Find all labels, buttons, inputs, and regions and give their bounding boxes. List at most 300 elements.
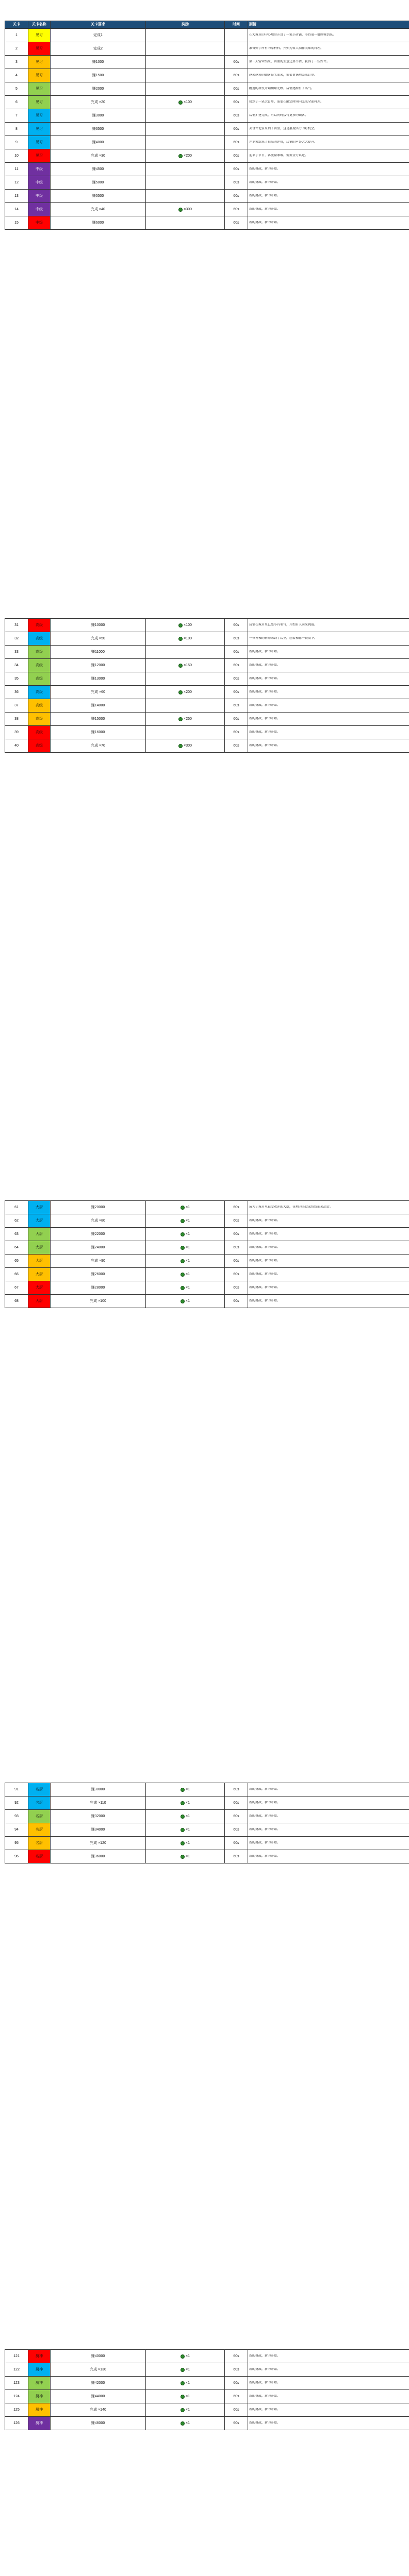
level-reward	[146, 1295, 225, 1308]
table-row	[5, 216, 409, 230]
level-requirement: 赚20000	[51, 1201, 146, 1214]
table-row	[5, 2363, 409, 2377]
level-rank: 名厨	[28, 1783, 51, 1797]
reward-box	[147, 1801, 223, 1805]
level-requirement: 完成 ×120	[51, 1837, 146, 1850]
level-reward	[146, 739, 225, 753]
gem-icon	[181, 1841, 185, 1845]
gem-icon	[181, 1232, 185, 1236]
table-row	[5, 1797, 409, 1810]
level-number: 94	[5, 1823, 28, 1837]
level-requirement: 赚3500	[51, 123, 146, 136]
level-rank: 高级	[28, 672, 51, 686]
level-requirement: 完成 ×30	[51, 149, 146, 163]
level-reward	[146, 1850, 225, 1863]
level-reward	[146, 2403, 225, 2417]
level-rank: 高级	[28, 659, 51, 672]
level-reward	[146, 1783, 225, 1797]
level-time: 60s	[225, 1783, 248, 1797]
level-requirement: 赚2000	[51, 82, 146, 96]
level-time: 60s	[225, 1810, 248, 1823]
level-requirement: 赚5500	[51, 190, 146, 203]
level-rank: 见习	[28, 69, 51, 82]
gem-icon	[181, 1246, 185, 1250]
reward-box	[147, 154, 223, 158]
gem-icon	[181, 1259, 185, 1263]
level-number: 61	[5, 1201, 28, 1214]
level-requirement: 完成2	[51, 42, 146, 56]
level-requirement: 赚14000	[51, 699, 146, 713]
level-rank: 大厨	[28, 1255, 51, 1268]
level-requirement: 赚28000	[51, 1281, 146, 1295]
level-rank: 高级	[28, 726, 51, 739]
level-description: 成为了城市里最受欢迎的大厨，各地的美食家纷纷前来品尝。	[248, 1201, 409, 1214]
table-row	[5, 1783, 409, 1797]
level-time: 60s	[225, 96, 248, 109]
level-reward	[146, 1837, 225, 1850]
level-reward	[146, 190, 225, 203]
level-number: 36	[5, 686, 28, 699]
level-requirement: 赚5000	[51, 176, 146, 190]
level-number: 123	[5, 2377, 28, 2390]
level-rank: 见习	[28, 109, 51, 123]
level-description: 接到了一笔大订单，需要在限定时间内完成全部料理。	[248, 96, 409, 109]
table-row	[5, 163, 409, 176]
table-row	[5, 713, 409, 726]
level-description: 店铺扩建完成，可以同时接待更多的顾客。	[248, 109, 409, 123]
level-time: 60s	[225, 739, 248, 753]
gem-icon	[178, 637, 183, 641]
level-number: 31	[5, 619, 28, 632]
level-number: 5	[5, 82, 28, 96]
level-description: 新的挑战，新的开始。	[248, 2390, 409, 2403]
table-row	[5, 1281, 409, 1295]
table-row	[5, 646, 409, 659]
level-time: 60s	[225, 1255, 248, 1268]
level-number: 95	[5, 1837, 28, 1850]
reward-amount: ×100	[184, 623, 192, 627]
level-rank: 高级	[28, 646, 51, 659]
reward-box	[147, 100, 223, 105]
level-requirement: 完成 ×140	[51, 2403, 146, 2417]
level-reward	[146, 56, 225, 69]
level-time: 60s	[225, 2403, 248, 2417]
reward-amount: ×1	[186, 1814, 190, 1818]
level-number: 15	[5, 216, 28, 230]
level-rank: 名厨	[28, 1810, 51, 1823]
reward-box	[147, 2354, 223, 2359]
level-reward	[146, 672, 225, 686]
level-rank: 中级	[28, 190, 51, 203]
table-row	[5, 1295, 409, 1308]
level-time: 60s	[225, 1295, 248, 1308]
level-requirement: 赚26000	[51, 1268, 146, 1281]
level-number: 67	[5, 1281, 28, 1295]
level-number: 66	[5, 1268, 28, 1281]
level-reward	[146, 136, 225, 149]
level-table	[5, 618, 409, 753]
level-reward	[146, 632, 225, 646]
level-requirement: 完成 ×70	[51, 739, 146, 753]
level-description: 新的挑战，新的开始。	[248, 2363, 409, 2377]
level-time: 60s	[225, 1268, 248, 1281]
level-description: 新的挑战，新的开始。	[248, 163, 409, 176]
level-requirement: 完成 ×80	[51, 1214, 146, 1228]
level-reward	[146, 686, 225, 699]
level-rank: 大厨	[28, 1214, 51, 1228]
table-row	[5, 1268, 409, 1281]
level-requirement: 赚34000	[51, 1823, 146, 1837]
level-reward	[146, 42, 225, 56]
level-number: 34	[5, 659, 28, 672]
level-reward	[146, 646, 225, 659]
table-row	[5, 699, 409, 713]
level-time: 60s	[225, 149, 248, 163]
level-requirement: 赚40000	[51, 2350, 146, 2363]
gem-icon	[178, 100, 183, 105]
level-rank: 高级	[28, 686, 51, 699]
level-requirement: 完成 ×110	[51, 1797, 146, 1810]
level-number: 1	[5, 29, 28, 42]
level-time: 60s	[225, 646, 248, 659]
level-rank: 厨神	[28, 2350, 51, 2363]
level-rank: 见习	[28, 42, 51, 56]
level-reward	[146, 1810, 225, 1823]
gem-icon	[181, 1801, 185, 1805]
level-number: 7	[5, 109, 28, 123]
level-time: 60s	[225, 686, 248, 699]
level-requirement: 完成 ×90	[51, 1255, 146, 1268]
level-reward	[146, 1228, 225, 1241]
table-row	[5, 1214, 409, 1228]
table-row	[5, 56, 409, 69]
table-row	[5, 2403, 409, 2417]
reward-amount: ×200	[184, 154, 192, 158]
level-description: 评论家给出了很高的评价，店铺的声誉大大提升。	[248, 136, 409, 149]
level-reward	[146, 1797, 225, 1810]
level-requirement: 赚30000	[51, 1783, 146, 1797]
level-time: 60s	[225, 726, 248, 739]
reward-amount: ×1	[186, 1801, 190, 1805]
level-description: 附近的居民开始频繁光顾，店铺逐渐有了名气。	[248, 82, 409, 96]
level-number: 91	[5, 1783, 28, 1797]
level-reward	[146, 1214, 225, 1228]
level-requirement: 赚44000	[51, 2390, 146, 2403]
level-description: 在大城市的中心地带开设了一家小店铺，等待第一批顾客到来。	[248, 29, 409, 42]
level-reward	[146, 69, 225, 82]
level-rank: 大厨	[28, 1241, 51, 1255]
level-rank: 见习	[28, 29, 51, 42]
level-description: 准备好了所有的原材料，开始为客人制作美味的料理。	[248, 42, 409, 56]
level-requirement: 赚3000	[51, 109, 146, 123]
reward-amount: ×1	[186, 1272, 190, 1276]
level-number: 12	[5, 176, 28, 190]
level-reward	[146, 176, 225, 190]
level-time: 60s	[225, 632, 248, 646]
level-requirement: 赚1500	[51, 69, 146, 82]
table-row	[5, 109, 409, 123]
level-description: 新的挑战，新的开始。	[248, 1850, 409, 1863]
level-requirement: 赚15000	[51, 713, 146, 726]
gem-icon	[181, 1206, 185, 1210]
table-row	[5, 2390, 409, 2403]
level-reward	[146, 699, 225, 713]
level-reward	[146, 82, 225, 96]
level-reward	[146, 1201, 225, 1214]
level-description: 新的挑战，新的开始。	[248, 2417, 409, 2430]
level-time: 60s	[225, 176, 248, 190]
reward-amount: ×1	[186, 1205, 190, 1209]
level-reward	[146, 1268, 225, 1281]
level-reward	[146, 123, 225, 136]
level-reward	[146, 1241, 225, 1255]
gem-icon	[181, 2354, 185, 2359]
level-number: 40	[5, 739, 28, 753]
level-description: 新的挑战，新的开始。	[248, 1837, 409, 1850]
reward-amount: ×1	[186, 1285, 190, 1290]
level-description: 新的挑战，新的开始。	[248, 2403, 409, 2417]
level-reward	[146, 29, 225, 42]
level-time: 60s	[225, 1228, 248, 1241]
level-description: 美食评论家来到了店里，这是展现实力的好机会。	[248, 123, 409, 136]
level-time: 60s	[225, 1850, 248, 1863]
level-number: 122	[5, 2363, 28, 2377]
table-row	[5, 659, 409, 672]
table-row	[5, 1255, 409, 1268]
table-row	[5, 69, 409, 82]
level-number: 65	[5, 1255, 28, 1268]
table-row	[5, 632, 409, 646]
reward-amount: ×1	[186, 1299, 190, 1303]
level-number: 37	[5, 699, 28, 713]
level-time: 60s	[225, 123, 248, 136]
level-requirement: 完成 ×20	[51, 96, 146, 109]
table-row	[5, 726, 409, 739]
level-requirement: 赚12000	[51, 659, 146, 672]
level-requirement: 赚24000	[51, 1241, 146, 1255]
gem-icon	[181, 1855, 185, 1859]
level-time: 60s	[225, 56, 248, 69]
level-number: 126	[5, 2417, 28, 2430]
level-time: 60s	[225, 672, 248, 686]
level-time: 60s	[225, 2417, 248, 2430]
level-reward	[146, 1823, 225, 1837]
table-row	[5, 123, 409, 136]
level-time	[225, 29, 248, 42]
gem-icon	[178, 208, 183, 212]
level-rank: 厨神	[28, 2390, 51, 2403]
table-row	[5, 619, 409, 632]
table-row	[5, 672, 409, 686]
header-row	[5, 21, 409, 29]
gem-icon	[181, 2381, 185, 2385]
level-rank: 中级	[28, 163, 51, 176]
reward-amount: ×1	[186, 2381, 190, 2385]
level-requirement: 完成1	[51, 29, 146, 42]
level-number: 8	[5, 123, 28, 136]
level-number: 64	[5, 1241, 28, 1255]
level-time: 60s	[225, 1281, 248, 1295]
level-description: 新的挑战，新的开始。	[248, 1783, 409, 1797]
reward-box	[147, 1841, 223, 1845]
level-time: 60s	[225, 1201, 248, 1214]
reward-amount: ×300	[184, 207, 192, 211]
reward-amount: ×100	[184, 636, 192, 640]
level-requirement: 完成 ×130	[51, 2363, 146, 2377]
level-rank: 大厨	[28, 1281, 51, 1295]
gem-icon	[178, 154, 183, 158]
level-table	[5, 1200, 409, 1308]
level-description: 新的挑战，新的开始。	[248, 1295, 409, 1308]
level-reward	[146, 1281, 225, 1295]
reward-box	[147, 1246, 223, 1250]
reward-box	[147, 664, 223, 668]
reward-box	[147, 1219, 223, 1223]
reward-amount: ×1	[186, 1245, 190, 1249]
level-reward	[146, 216, 225, 230]
level-reward	[146, 2363, 225, 2377]
table-row	[5, 1823, 409, 1837]
level-reward	[146, 2377, 225, 2390]
header-desc: 剧情	[248, 21, 409, 29]
level-number: 39	[5, 726, 28, 739]
reward-amount: ×300	[184, 743, 192, 748]
level-description: 新的挑战，新的开始。	[248, 659, 409, 672]
level-requirement: 赚11000	[51, 646, 146, 659]
level-rank: 高级	[28, 713, 51, 726]
table-row	[5, 1241, 409, 1255]
table-row	[5, 29, 409, 42]
level-number: 93	[5, 1810, 28, 1823]
header-req: 关卡要求	[51, 21, 146, 29]
gem-icon	[178, 664, 183, 668]
gem-icon	[181, 2368, 185, 2372]
level-rank: 大厨	[28, 1295, 51, 1308]
reward-amount: ×100	[184, 100, 192, 104]
reward-box	[147, 623, 223, 628]
reward-box	[147, 2368, 223, 2372]
level-rank: 大厨	[28, 1201, 51, 1214]
level-rank: 大厨	[28, 1228, 51, 1241]
level-requirement: 完成 ×100	[51, 1295, 146, 1308]
level-rank: 厨神	[28, 2403, 51, 2417]
level-reward	[146, 713, 225, 726]
level-rank: 名厨	[28, 1797, 51, 1810]
reward-amount: ×1	[186, 1218, 190, 1223]
level-requirement: 赚6000	[51, 216, 146, 230]
table-row	[5, 2417, 409, 2430]
reward-box	[147, 1232, 223, 1236]
header-rank: 关卡名称	[28, 21, 51, 29]
level-description: 新的挑战，新的开始。	[248, 686, 409, 699]
level-number: 6	[5, 96, 28, 109]
gem-icon	[178, 690, 183, 694]
level-number: 121	[5, 2350, 28, 2363]
level-requirement: 赚22000	[51, 1228, 146, 1241]
reward-amount: ×1	[186, 1841, 190, 1845]
level-description: 一位神秘的厨师来到了店里，想要和你一较高下。	[248, 632, 409, 646]
level-number: 38	[5, 713, 28, 726]
level-table	[5, 2349, 409, 2430]
level-reward	[146, 726, 225, 739]
level-requirement: 完成 ×50	[51, 632, 146, 646]
level-description: 新的挑战，新的开始。	[248, 1810, 409, 1823]
level-number: 10	[5, 149, 28, 163]
level-number: 63	[5, 1228, 28, 1241]
level-time: 60s	[225, 713, 248, 726]
level-number: 125	[5, 2403, 28, 2417]
level-time: 60s	[225, 1214, 248, 1228]
reward-amount: ×1	[186, 2421, 190, 2425]
level-description: 新的挑战，新的开始。	[248, 1823, 409, 1837]
level-rank: 见习	[28, 82, 51, 96]
level-number: 9	[5, 136, 28, 149]
level-rank: 名厨	[28, 1850, 51, 1863]
level-reward	[146, 659, 225, 672]
reward-box	[147, 717, 223, 721]
level-reward	[146, 149, 225, 163]
level-reward	[146, 2350, 225, 2363]
level-rank: 见习	[28, 149, 51, 163]
level-number: 14	[5, 203, 28, 216]
level-description: 第一天营业结束，店铺的生意还算不错，获得了一些好评。	[248, 56, 409, 69]
level-rank: 见习	[28, 56, 51, 69]
reward-box	[147, 637, 223, 641]
table-row	[5, 739, 409, 753]
table-row	[5, 82, 409, 96]
table-row	[5, 2350, 409, 2363]
level-requirement: 赚46000	[51, 2417, 146, 2430]
level-time: 60s	[225, 82, 248, 96]
reward-box	[147, 1815, 223, 1819]
table-row	[5, 1201, 409, 1214]
level-number: 124	[5, 2390, 28, 2403]
level-reward	[146, 1255, 225, 1268]
level-time: 60s	[225, 163, 248, 176]
reward-box	[147, 1206, 223, 1210]
reward-amount: ×150	[184, 663, 192, 667]
gem-icon	[178, 623, 183, 628]
level-description: 新的挑战，新的开始。	[248, 1228, 409, 1241]
table-row	[5, 2377, 409, 2390]
table-row	[5, 203, 409, 216]
level-description: 新的挑战，新的开始。	[248, 739, 409, 753]
level-rank: 见习	[28, 96, 51, 109]
header-no: 关卡	[5, 21, 28, 29]
gem-icon	[181, 1286, 185, 1290]
reward-box	[147, 2381, 223, 2385]
level-time: 60s	[225, 2377, 248, 2390]
level-time: 60s	[225, 699, 248, 713]
level-requirement: 赚10000	[51, 619, 146, 632]
table-row	[5, 1810, 409, 1823]
level-requirement: 完成 ×60	[51, 686, 146, 699]
reward-box	[147, 208, 223, 212]
level-number: 2	[5, 42, 28, 56]
level-time: 60s	[225, 2390, 248, 2403]
level-rank: 见习	[28, 123, 51, 136]
reward-box	[147, 2408, 223, 2412]
gem-icon	[181, 1828, 185, 1832]
level-number: 4	[5, 69, 28, 82]
reward-box	[147, 1855, 223, 1859]
level-time: 60s	[225, 1837, 248, 1850]
level-time: 60s	[225, 203, 248, 216]
reward-box	[147, 1286, 223, 1290]
level-rank: 大厨	[28, 1268, 51, 1281]
gem-icon	[181, 2421, 185, 2426]
level-requirement: 赚36000	[51, 1850, 146, 1863]
